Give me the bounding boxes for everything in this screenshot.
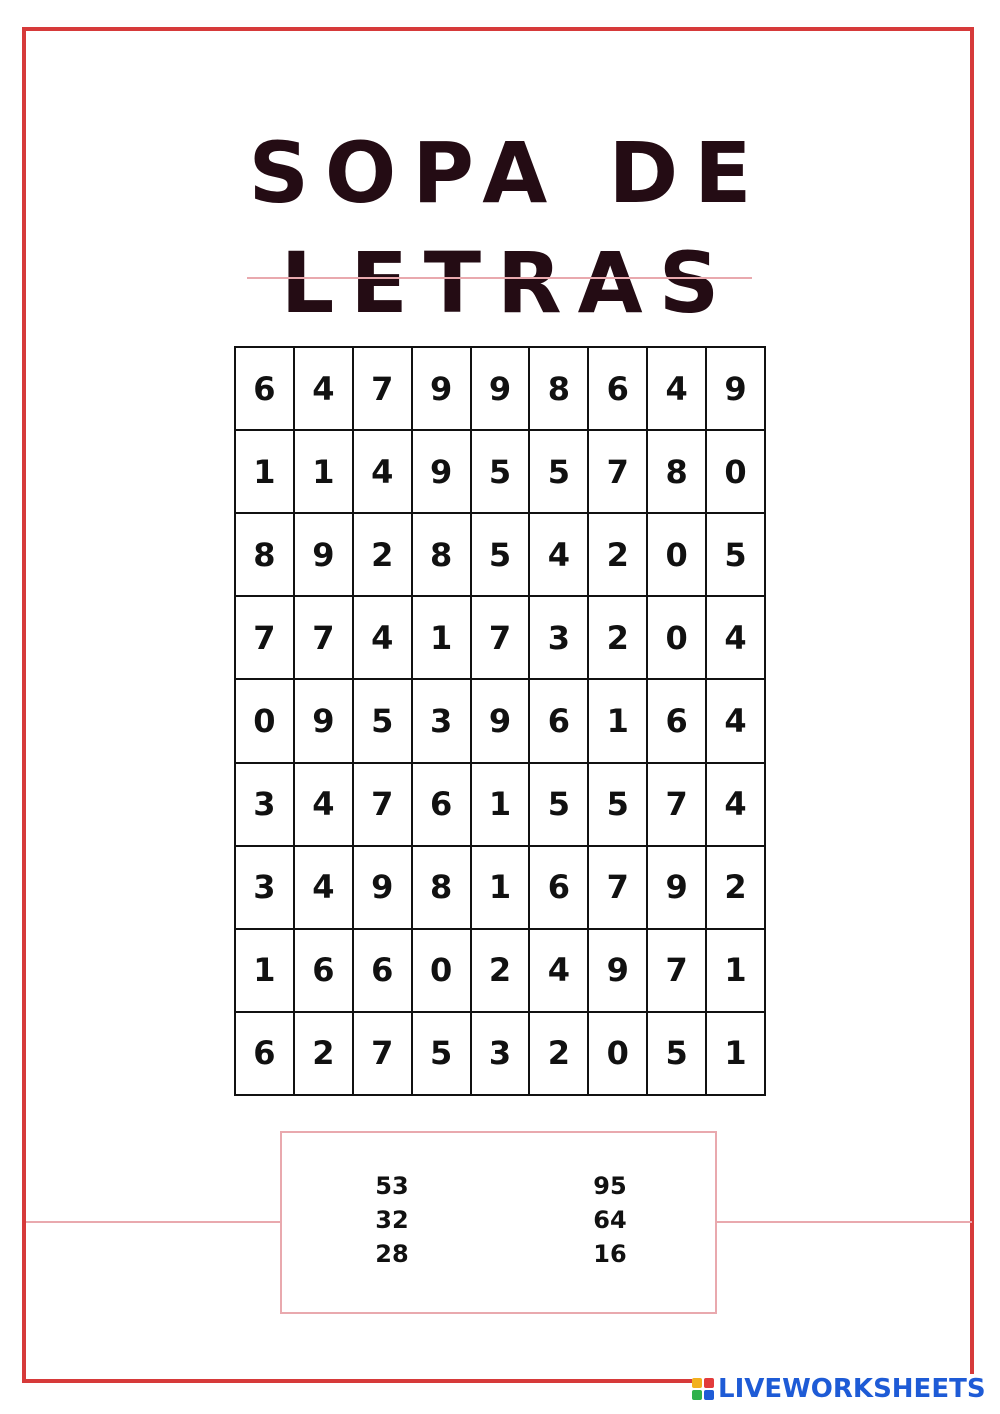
grid-cell: 2 (354, 514, 413, 597)
grid-cell: 1 (413, 597, 472, 680)
grid-cell: 8 (530, 348, 589, 431)
number-search-grid (234, 346, 766, 1096)
grid-cell: 1 (472, 764, 531, 847)
grid-cell: 4 (707, 764, 766, 847)
grid-cell: 1 (472, 847, 531, 930)
grid-cell: 0 (648, 514, 707, 597)
grid-cell: 7 (236, 597, 295, 680)
grid-cell: 6 (354, 930, 413, 1013)
grid-cell: 5 (413, 1013, 472, 1096)
grid-cell: 7 (354, 1013, 413, 1096)
right-divider (716, 1221, 972, 1223)
grid-cell: 5 (472, 431, 531, 514)
grid-cell: 4 (648, 348, 707, 431)
word-list-left-column (352, 1169, 432, 1271)
grid-cell: 1 (707, 1013, 766, 1096)
title-divider (247, 277, 752, 279)
grid-cell: 7 (648, 930, 707, 1013)
word-list-right-column (570, 1169, 650, 1271)
grid-cell: 1 (236, 930, 295, 1013)
grid-cell: 5 (530, 431, 589, 514)
grid-cell: 6 (648, 680, 707, 763)
grid-cell: 4 (707, 680, 766, 763)
grid-cell: 8 (413, 847, 472, 930)
grid-cell: 7 (648, 764, 707, 847)
grid-cell: 4 (295, 764, 354, 847)
grid-cell: 3 (236, 764, 295, 847)
grid-cell: 6 (295, 930, 354, 1013)
grid-cell: 4 (295, 847, 354, 930)
grid-cell: 4 (295, 348, 354, 431)
grid-cell: 9 (413, 348, 472, 431)
grid-cell: 9 (589, 930, 648, 1013)
grid-cell: 4 (354, 597, 413, 680)
grid-cell: 6 (236, 348, 295, 431)
grid-cell: 0 (236, 680, 295, 763)
grid-cell: 1 (589, 680, 648, 763)
grid-cell: 9 (648, 847, 707, 930)
grid-cell: 8 (236, 514, 295, 597)
grid-cell: 3 (413, 680, 472, 763)
grid-cell: 5 (707, 514, 766, 597)
grid-cell: 5 (354, 680, 413, 763)
logo-text: LIVEWORKSHEETS (718, 1374, 986, 1404)
word-item: 95 (593, 1172, 627, 1200)
grid-cell: 7 (472, 597, 531, 680)
page-title: SOPA DE LETRAS (248, 124, 768, 332)
grid-cell: 3 (472, 1013, 531, 1096)
grid-cell: 0 (648, 597, 707, 680)
grid-cell: 4 (530, 514, 589, 597)
word-item: 32 (375, 1206, 409, 1234)
grid-cell: 7 (589, 431, 648, 514)
grid-cell: 2 (589, 597, 648, 680)
left-divider (26, 1221, 280, 1223)
grid-cell: 5 (530, 764, 589, 847)
grid-cell: 7 (589, 847, 648, 930)
grid-cell: 6 (530, 680, 589, 763)
grid-cell: 4 (530, 930, 589, 1013)
grid-cell: 9 (472, 348, 531, 431)
grid-cell: 7 (354, 348, 413, 431)
grid-cell: 2 (295, 1013, 354, 1096)
liveworksheets-logo[interactable] (692, 1374, 990, 1404)
grid-cell: 5 (589, 764, 648, 847)
grid-cell: 9 (354, 847, 413, 930)
grid-cell: 4 (354, 431, 413, 514)
word-item: 64 (593, 1206, 627, 1234)
grid-cell: 1 (295, 431, 354, 514)
grid-cell: 2 (589, 514, 648, 597)
grid-cell: 8 (648, 431, 707, 514)
grid-cell: 5 (648, 1013, 707, 1096)
grid-cell: 0 (707, 431, 766, 514)
grid-cell: 5 (472, 514, 531, 597)
word-item: 53 (375, 1172, 409, 1200)
grid-cell: 6 (589, 348, 648, 431)
grid-cell: 8 (413, 514, 472, 597)
grid-cell: 0 (589, 1013, 648, 1096)
grid-cell: 2 (472, 930, 531, 1013)
grid-cell: 9 (413, 431, 472, 514)
grid-cell: 4 (707, 597, 766, 680)
grid-cell: 1 (707, 930, 766, 1013)
grid-cell: 2 (530, 1013, 589, 1096)
grid-cell: 1 (236, 431, 295, 514)
grid-cell: 0 (413, 930, 472, 1013)
grid-cell: 6 (413, 764, 472, 847)
word-item: 16 (593, 1240, 627, 1268)
grid-cell: 7 (295, 597, 354, 680)
grid-cell: 9 (295, 514, 354, 597)
grid-cell: 3 (530, 597, 589, 680)
liveworksheets-logo-icon (692, 1378, 714, 1400)
grid-cell: 9 (295, 680, 354, 763)
word-item: 28 (375, 1240, 409, 1268)
grid-cell: 9 (472, 680, 531, 763)
grid-cell: 2 (707, 847, 766, 930)
grid-cell: 9 (707, 348, 766, 431)
grid-cell: 6 (236, 1013, 295, 1096)
grid-cell: 6 (530, 847, 589, 930)
grid-cell: 3 (236, 847, 295, 930)
word-list-box (280, 1131, 717, 1314)
grid-cell: 7 (354, 764, 413, 847)
